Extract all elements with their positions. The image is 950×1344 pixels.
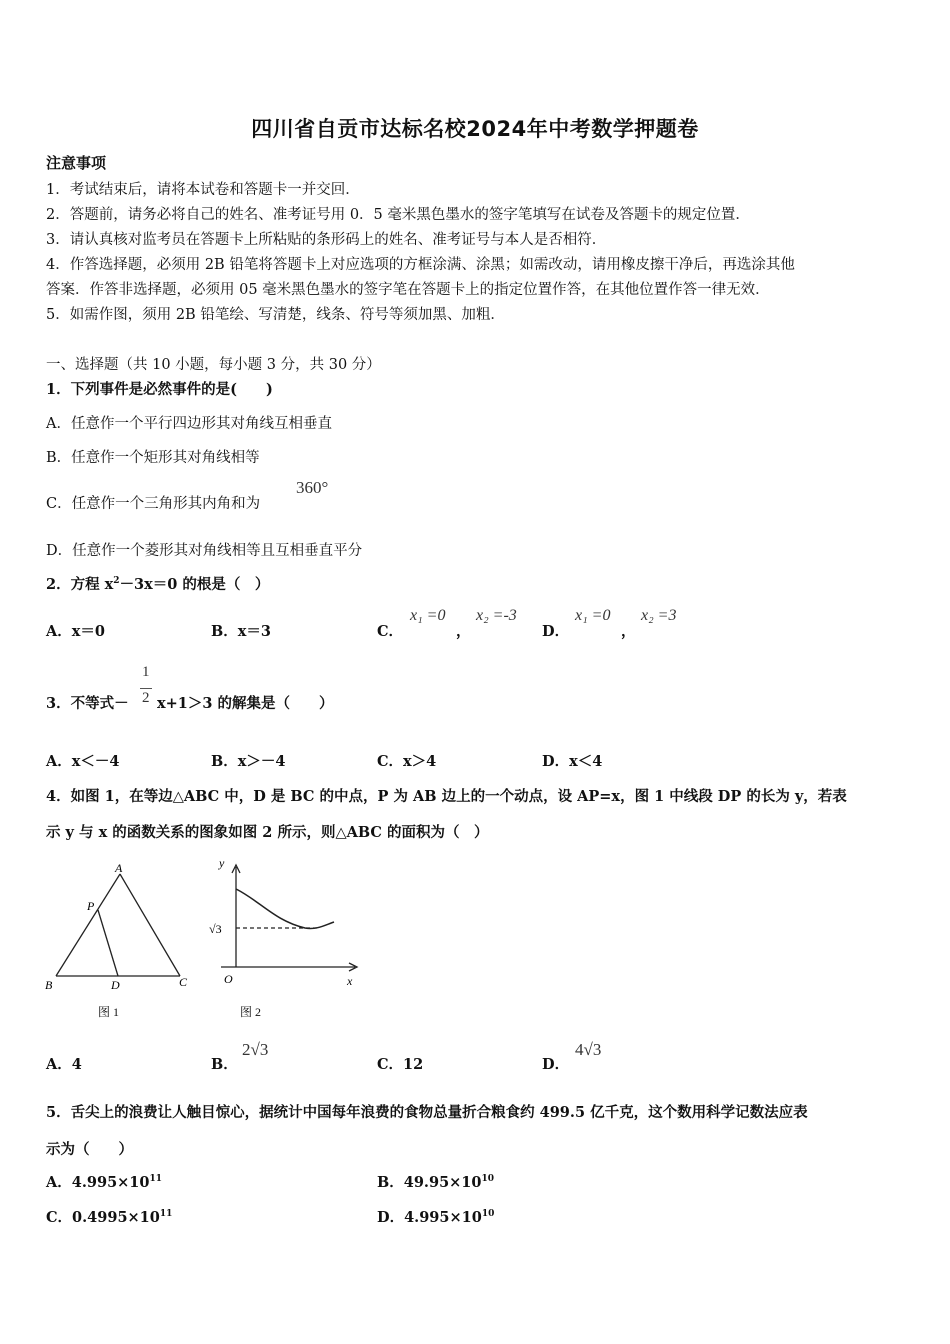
notice-item-4: 4．作答选择题，必须用 2B 铅笔将答题卡上对应选项的方框涂满、涂黑；如需改动，请用橡皮擦干净后，再选涂其他 <box>46 257 795 273</box>
fig1-label-c: C <box>179 975 188 989</box>
q2-option-c-label: C． <box>377 623 404 640</box>
section-heading: 一、选择题（共 10 小题，每小题 3 分，共 30 分） <box>46 357 381 373</box>
q1-option-c: C．任意作一个三角形其内角和为 <box>46 496 261 512</box>
fig2-label-o: O <box>224 972 233 986</box>
fig2-label-y: y <box>219 856 225 870</box>
q5-stem-line2: 示为（ ） <box>46 1141 133 1158</box>
fig2-label-x: x <box>347 974 353 988</box>
figure-1-caption: 图 1 <box>98 1005 120 1019</box>
q5-option-a: A．$4.995\times 10^{11}$ <box>46 1174 163 1191</box>
q5-option-c: C．$0.4995\times 10^{11}$ <box>46 1209 173 1226</box>
notice-item-5: 5．如需作图，须用 2B 铅笔绘、写清楚，线条、符号等须加黑、加粗． <box>46 307 505 323</box>
q2-option-c-comma: ， <box>456 623 471 640</box>
notice-item-3: 3．请认真核对监考员在答题卡上所粘贴的条形码上的姓名、准考证号与本人是否相符． <box>46 232 607 248</box>
q4-option-b-math: 2√3 <box>242 1040 269 1059</box>
q3-option-b: B．x＞－4 <box>211 753 286 770</box>
notice-item-1: 1．考试结束后，请将本试卷和答题卡一并交回． <box>46 182 360 198</box>
function-curve <box>236 889 334 928</box>
q4-option-c: C．12 <box>377 1056 424 1073</box>
q5-option-b: B．$49.95\times 10^{10}$ <box>377 1174 495 1191</box>
q2-option-d-root2: x₂ =3 <box>641 607 677 624</box>
q1-option-a: A．任意作一个平行四边形其对角线互相垂直 <box>46 416 332 432</box>
fig1-label-a: A <box>115 861 123 875</box>
fig1-label-d: D <box>111 978 120 992</box>
q3-fraction-bar <box>140 688 152 689</box>
q2-option-c-root2: x₂ =-3 <box>476 607 517 624</box>
fig1-label-p: P <box>87 899 95 913</box>
q2-option-d-comma: ， <box>621 623 636 640</box>
q2-option-b: B．x＝3 <box>211 623 271 640</box>
q1-option-d: D．任意作一个菱形其对角线相等且互相垂直平分 <box>46 543 363 559</box>
notice-item-2: 2．答题前，请务必将自己的姓名、准考证号用 0．5 毫米黑色墨水的签字笔填写在试卷及答题卡的规定位置． <box>46 207 750 223</box>
segment-dp <box>98 910 118 976</box>
q1-option-c-math: 360° <box>296 478 329 497</box>
notice-item-4-cont: 答案．作答非选择题，必须用 05 毫米黑色墨水的签字笔在答题卡上的指定位置作答，在其他位置作答一律无效． <box>46 282 770 298</box>
q4-stem-line2: 示 y 与 x 的函数关系的图象如图 2 所示，则△ABC 的面积为（ ） <box>46 824 489 841</box>
fig1-label-b: B <box>45 978 53 992</box>
q3-fraction-numerator: 1 <box>142 664 150 680</box>
figure-2-graph <box>205 855 365 1000</box>
q1-stem: 1．下列事件是必然事件的是( ) <box>46 381 273 398</box>
figure-2-caption: 图 2 <box>240 1005 262 1019</box>
q3-stem-pre: 3．不等式－ <box>46 695 129 712</box>
q2-stem: 2．方程 $x^2-3x=0$ 的根是（ ） <box>46 576 270 593</box>
q1-option-b: B．任意作一个矩形其对角线相等 <box>46 450 260 466</box>
q4-option-a: A．4 <box>46 1056 82 1073</box>
fig2-label-sqrt3: √3 <box>209 922 222 936</box>
page-title: 四川省自贡市达标名校2024年中考数学押题卷 <box>251 117 699 141</box>
q4-option-d-label: D． <box>542 1056 570 1073</box>
q2-option-a: A．x＝0 <box>46 623 105 640</box>
notice-heading: 注意事项 <box>46 154 107 172</box>
q3-stem-post: x+1＞3 的解集是（ ） <box>157 695 334 712</box>
q2-option-c-root1: x₁ =0 <box>410 607 446 624</box>
q3-option-c: C．x＞4 <box>377 753 437 770</box>
q3-fraction-denominator: 2 <box>142 690 150 706</box>
q4-option-b-label: B． <box>211 1056 238 1073</box>
q4-stem-line1: 4．如图 1，在等边△ABC 中，D 是 BC 的中点，P 为 AB 边上的一个动点，设 AP=x，图 1 中线段 DP 的长为 y，若表 <box>46 788 847 805</box>
q3-option-d: D．x＜4 <box>542 753 603 770</box>
q4-option-d-math: 4√3 <box>575 1040 602 1059</box>
q5-stem-line1: 5．舌尖上的浪费让人触目惊心，据统计中国每年浪费的食物总量折合粮食约 499.5 亿千克，这个数用科学记数法应表 <box>46 1104 808 1121</box>
q2-option-d-label: D． <box>542 623 570 640</box>
q2-option-d-root1: x₁ =0 <box>575 607 611 624</box>
figure-1-triangle <box>40 858 200 998</box>
side-ac <box>120 874 180 976</box>
q3-option-a: A．x＜－4 <box>46 753 120 770</box>
side-ab <box>56 874 120 976</box>
q5-option-d: D．$4.995\times 10^{10}$ <box>377 1209 495 1226</box>
